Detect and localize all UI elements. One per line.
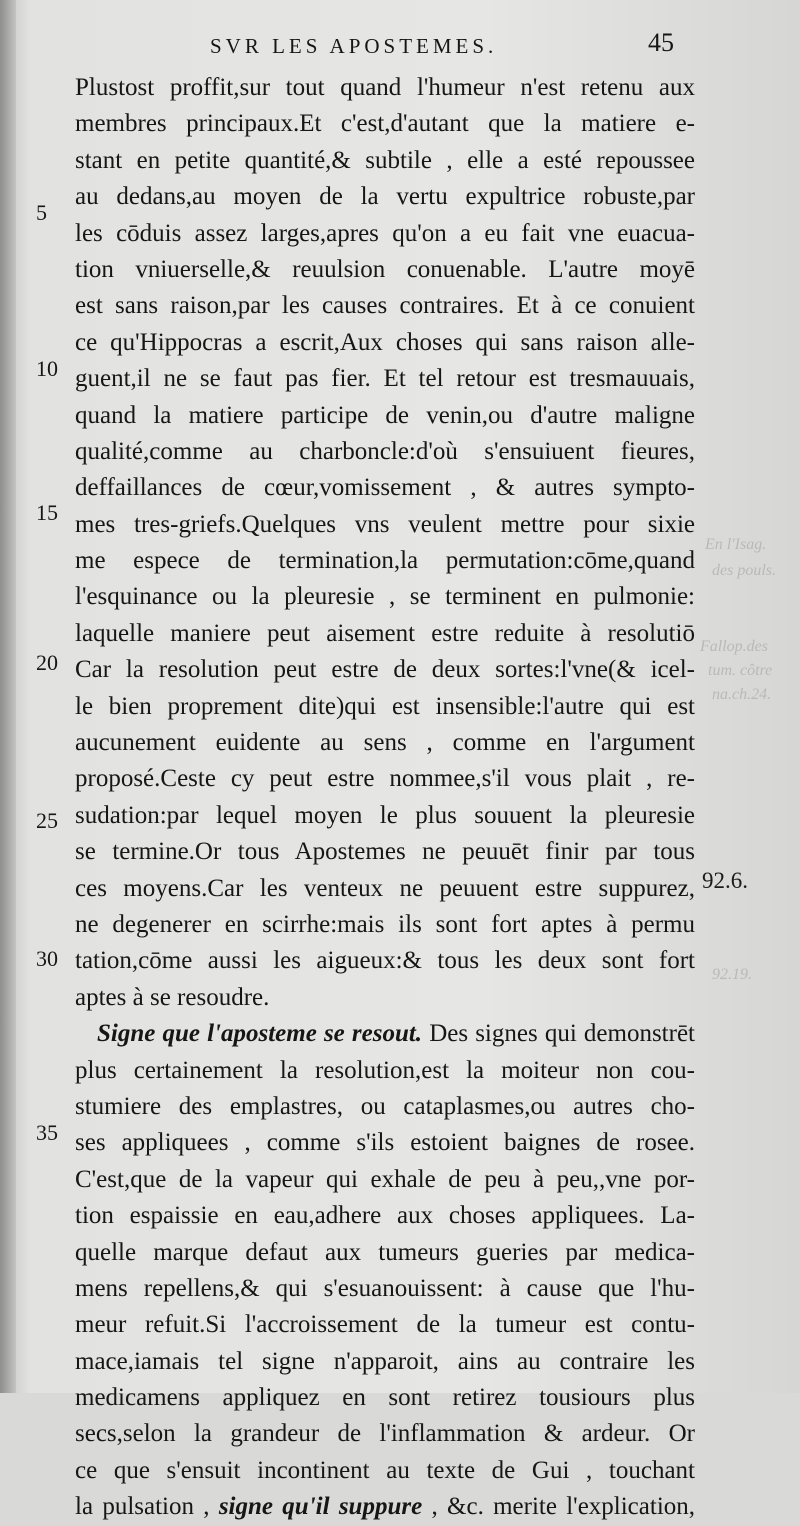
text-line: stumiere des emplastres, ou cataplasmes,ou autres cho- (75, 1092, 695, 1120)
text-line: stant en petite quantité,& subtile , elle a esté repoussee (75, 146, 695, 174)
text-line: laquelle maniere peut aisement estre reduite à resolutiō (75, 619, 695, 647)
margin-note-faint: tum. côtre (708, 662, 773, 679)
line-number: 15 (36, 500, 58, 525)
final-line-end: , &c. merite l'explication, (431, 1493, 696, 1521)
text-line: aucunement euidente au sens , comme en l'argument (75, 729, 695, 757)
line-number: 10 (36, 356, 58, 381)
final-line-start: la pulsation , (75, 1493, 210, 1521)
text-line: est sans raison,par les causes contraires. Et à ce conuient (75, 292, 695, 320)
text-line: medicamens appliquez en sont retirez tousiours plus (75, 1384, 695, 1412)
section-first-line-text: Des signes qui demonstrēt (422, 1020, 695, 1048)
margin-note-faint: En l'Isag. (705, 536, 767, 553)
margin-reference: 92.6. (702, 868, 748, 893)
gutter-shadow (0, 0, 16, 1393)
text-line: qualité,comme au charboncle:d'où s'ensuiuent fieures, (75, 437, 695, 465)
text-line: les cōduis assez larges,apres qu'on a eu fait vne euacua- (75, 219, 695, 247)
text-line: deffaillances de cœur,vomissement , & autres sympto- (75, 474, 695, 502)
text-line: ce qu'Hippocras a escrit,Aux choses qui sans raison alle- (75, 328, 695, 356)
margin-note-faint: na.ch.24. (712, 686, 772, 703)
text-line: meur refuit.Si l'accroissement de la tumeur est contu- (75, 1311, 695, 1339)
text-line: l'esquinance ou la pleuresie , se terminent en pulmonie: (75, 583, 695, 611)
final-line (75, 1489, 695, 1525)
text-line: quand la matiere participe de venin,ou d'autre maligne (75, 401, 695, 429)
text-line: tion espaissie en eau,adhere aux choses appliquees. La- (75, 1202, 695, 1230)
text-line: ces moyens.Car les venteux ne peuuent estre suppurez, (75, 874, 695, 902)
text-line: proposé.Ceste cy peut estre nommee,s'il vous plait , re- (75, 765, 695, 793)
line-number: 30 (36, 946, 58, 971)
text-line: C'est,que de la vapeur qui exhale de peu à peu,,vne por- (75, 1165, 695, 1193)
text-line: secs,selon la grandeur de l'inflammation & ardeur. Or (75, 1420, 695, 1448)
text-line: membres principaux.Et c'est,d'autant que la matiere e- (75, 110, 695, 138)
running-head: SVR LES APOSTEMES. (210, 34, 498, 58)
text-line: au dedans,au moyen de la vertu expultrice robuste,par (75, 183, 695, 211)
text-line: le bien proprement dite)qui est insensible:l'autre qui est (75, 692, 695, 720)
line-number: 20 (36, 650, 58, 675)
text-line: ses appliquees , comme s'ils estoient baignes de rosee. (75, 1129, 695, 1157)
text-line: se termine.Or tous Apostemes ne peuuēt finir par tous (75, 838, 695, 866)
text-line: ne degenerer en scirrhe:mais ils sont fort aptes à permu (75, 910, 695, 938)
margin-note-faint: des pouls. (712, 562, 776, 579)
text-line: aptes à se resoudre. (75, 983, 270, 1011)
text-line: Car la resolution peut estre de deux sortes:l'vne(& icel- (75, 656, 695, 684)
margin-note-faint: Fallop.des (700, 638, 768, 655)
text-line: mes tres-griefs.Quelques vns veulent mettre pour sixie (75, 510, 695, 538)
text-line: Plustost proffit,sur tout quand l'humeur n'est retenu aux (75, 74, 695, 101)
section-first-line (75, 1016, 695, 1052)
page-number: 45 (648, 28, 674, 57)
main-text (75, 70, 695, 1526)
italic-quote: signe qu'il suppure (218, 1493, 423, 1521)
section-heading: Signe que l'aposteme se resout. (97, 1020, 423, 1048)
line-number: 25 (36, 808, 58, 833)
line-number: 35 (36, 1120, 58, 1145)
text-line: quelle marque defaut aux tumeurs gueries par medica- (75, 1238, 695, 1266)
text-line: plus certainement la resolution,est la moiteur non cou- (75, 1056, 695, 1084)
text-line: sudation:par lequel moyen le plus souuent la pleuresie (75, 801, 695, 829)
text-line: tation,cōme aussi les aigueux:& tous les deux sont fort (75, 947, 695, 975)
text-line: tion vniuerselle,& reuulsion conuenable. L'autre moyē (75, 255, 695, 283)
text-line: ce que s'ensuit incontinent au texte de Gui , touchant (75, 1456, 695, 1484)
text-line: guent,il ne se faut pas fier. Et tel retour est tresmauuais, (75, 365, 695, 393)
text-line: mace,iamais tel signe n'apparoit, ains au contraire les (75, 1347, 695, 1375)
text-line: me espece de termination,la permutation:cōme,quand (75, 547, 695, 575)
text-line: mens repellens,& qui s'esuanouissent: à cause que l'hu- (75, 1274, 695, 1302)
line-number: 5 (36, 200, 47, 225)
margin-note-faint: 92.19. (712, 966, 752, 983)
